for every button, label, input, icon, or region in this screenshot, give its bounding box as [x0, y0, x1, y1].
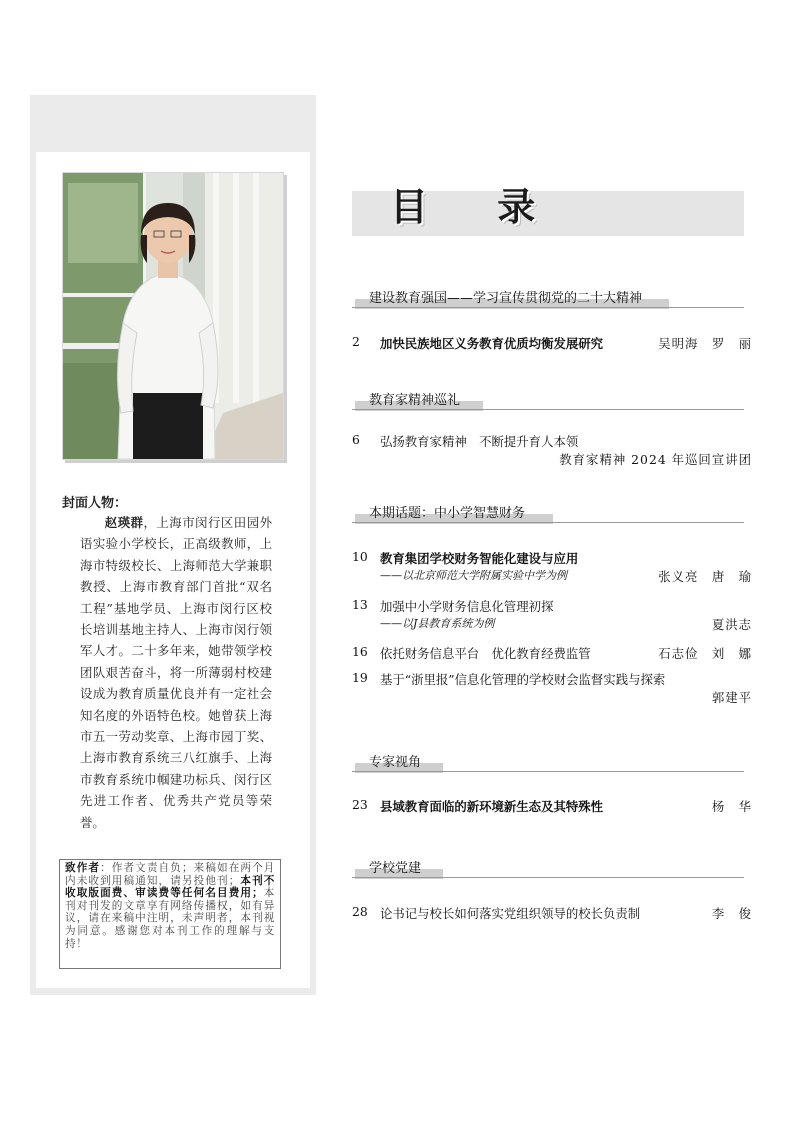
- entry-page: 2: [352, 334, 360, 349]
- cover-figure-label: 封面人物：: [62, 496, 128, 511]
- entry-page: 13: [352, 597, 368, 612]
- notice-text-2: 本刊对刊发的文章享有网络传播权，如有异议，请在来稿中注明，未声明者，本刊视为同意。感谢您对本刊工作的理解与支持！: [65, 887, 275, 950]
- entry-title: 弘扬教育家精神 不断提升育人本领: [380, 434, 579, 449]
- cover-photo: [62, 172, 284, 460]
- entry-subtitle: ——以J县教育系统为例: [380, 617, 495, 630]
- entry-author: 郭建平: [711, 690, 752, 705]
- entry-author: 石志俭 刘 娜: [658, 646, 752, 661]
- entry-subtitle: ——以北京师范大学附属实验中学为例: [380, 569, 567, 582]
- entry-page: 19: [352, 670, 368, 685]
- entry-page: 10: [352, 549, 368, 564]
- entry-author: 吴明海 罗 丽: [658, 336, 752, 351]
- section-title: 学校党建: [369, 861, 422, 876]
- entry-title: 教育集团学校财务智能化建设与应用: [380, 551, 579, 566]
- toc-section: [352, 750, 752, 814]
- toc-section: [352, 286, 752, 351]
- entry-author: 杨 华: [711, 799, 752, 814]
- section-title: 本期话题：中小学智慧财务: [369, 506, 526, 521]
- cover-photo-illustration: [63, 173, 283, 459]
- section-title: 建设教育强国——学习宣传贯彻党的二十大精神: [369, 291, 643, 306]
- notice-bold-text: 本刊不收取版面费、审读费等任何名目费用；: [65, 874, 275, 900]
- toc-section: [352, 856, 752, 921]
- toc-section: [352, 388, 752, 467]
- toc-title: 目 录: [390, 185, 564, 229]
- notice-lead: 致作者: [65, 862, 101, 874]
- entry-author: 李 俊: [711, 906, 752, 921]
- section-title: 教育家精神巡礼: [369, 393, 461, 408]
- entry-title: 加强中小学财务信息化管理初探: [380, 599, 554, 614]
- toc-section: [352, 501, 752, 705]
- entry-title: 依托财务信息平台 优化教育经费监管: [380, 646, 591, 661]
- entry-title: 论书记与校长如何落实党组织领导的校长负责制: [380, 906, 641, 921]
- cover-figure-name: 赵瑛群: [104, 515, 144, 530]
- entry-author: 夏洪志: [711, 617, 752, 632]
- entry-title: 加快民族地区义务教育优质均衡发展研究: [380, 336, 604, 351]
- author-notice-box: [59, 859, 281, 969]
- notice-text-1: ：作者文责自负；来稿如在两个月内未收到用稿通知，请另投他刊；: [65, 862, 275, 887]
- entry-title: 县域教育面临的新环境新生态及其特殊性: [380, 799, 604, 814]
- section-title: 专家视角: [369, 755, 422, 770]
- entry-author: 张义亮 唐 瑜: [658, 569, 752, 584]
- cover-figure-bio: [80, 512, 272, 833]
- entry-page: 16: [352, 644, 368, 659]
- entry-title: 基于“浙里报”信息化管理的学校财会监督实践与探索: [380, 672, 666, 687]
- cover-figure-description: ，上海市闵行区田园外语实验小学校长，正高级教师，上海市特级校长、上海师范大学兼职教授、上海市教育部门首批“双名工程”基地学员、上海市闵行区校长培训基地主持人、上海市闵行领军人才。二十多年来，她带领学校团队艰苦奋斗，将一所薄弱村校建设成为教育质量优良并有一定社会知名度的外语特色校。她曾获上海市五一劳动奖章、上海市园丁奖、上海市教育系统三八红旗手、上海市教育系统巾帼建功标兵、闵行区先进工作者、优秀共产党员等荣誉。: [80, 515, 272, 830]
- entry-page: 28: [352, 904, 368, 919]
- entry-page: 23: [352, 797, 368, 812]
- entry-author: 教育家精神 2024 年巡回宣讲团: [559, 452, 752, 467]
- entry-page: 6: [352, 432, 360, 447]
